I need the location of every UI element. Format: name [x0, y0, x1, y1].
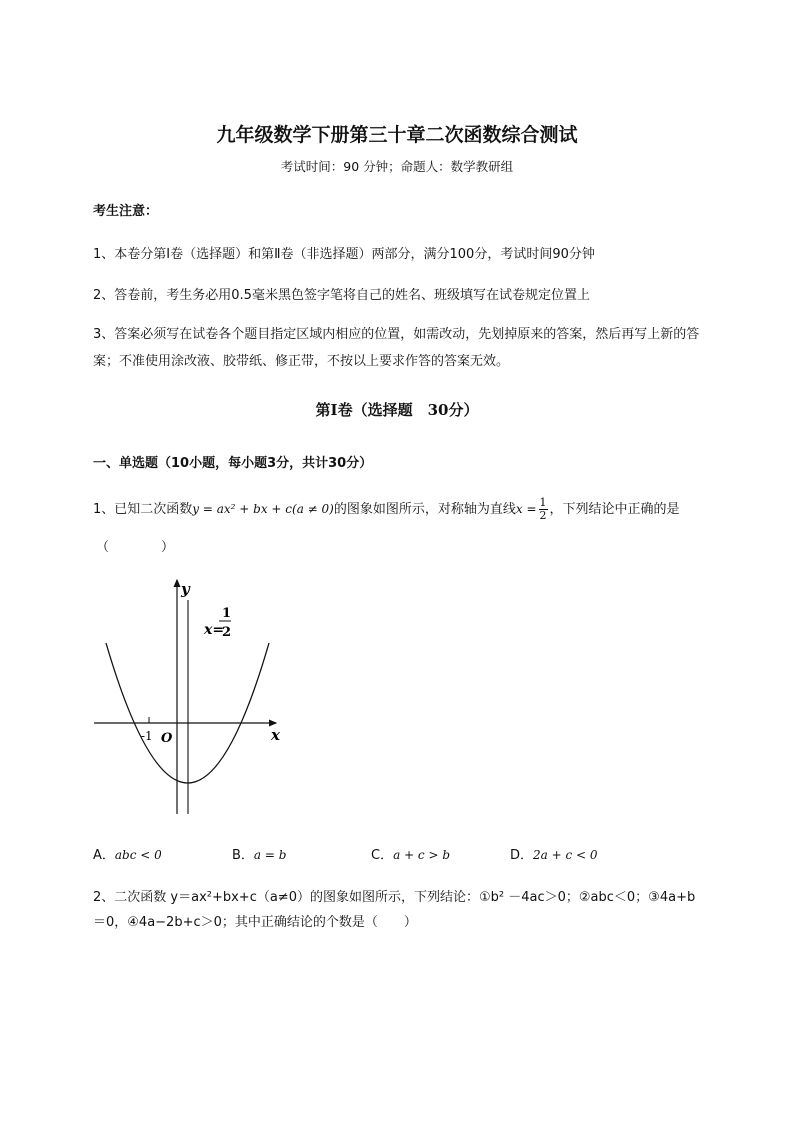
q1-option-a[interactable] [93, 844, 162, 863]
notice-item-1: 1、本卷分第Ⅰ卷（选择题）和第Ⅱ卷（非选择题）两部分，满分100分，考试时间90分钟 [93, 247, 595, 262]
axis-equation-denominator: 2 [222, 625, 232, 640]
q1-answer-blank: （ ） [96, 540, 175, 555]
notice-item-3: 3、答案必须写在试卷各个题目指定区域内相应的位置，如需改动，先划掉原来的答案，然后再写上新的答案；不准使用涂改液、胶带纸、修正带，不按以上要求作答的答案无效。 [93, 327, 700, 369]
q1-option-d[interactable] [510, 844, 598, 863]
option-text: a + c > b [393, 848, 451, 862]
q1-axis-var: x = [515, 502, 537, 516]
part-heading: 一、单选题（10小题，每小题3分，共计30分） [93, 456, 373, 471]
x-axis-label: x [271, 726, 280, 744]
q1-option-c[interactable] [371, 844, 450, 863]
option-letter: C． [371, 848, 394, 863]
tick-label-minus-one: -1 [141, 729, 153, 743]
page-title: 九年级数学下册第三十章二次函数综合测试 [216, 124, 578, 146]
q1-suffix: ，下列结论中正确的是 [549, 502, 680, 517]
notice-heading: 考生注意： [93, 204, 159, 219]
option-letter: B． [232, 848, 254, 863]
axis-equation-numerator: 1 [222, 606, 232, 621]
q1-option-b[interactable] [232, 844, 286, 863]
q1-formula: y = ax² + bx + c(a ≠ 0) [192, 502, 334, 516]
q1-prefix: 1、已知二次函数 [93, 502, 193, 517]
option-text: abc < 0 [114, 848, 162, 862]
axis-equation-var: x= [204, 622, 225, 638]
q1-parabola-graph [88, 570, 288, 822]
option-letter: A． [93, 848, 115, 863]
q1-frac-numerator: 1 [539, 496, 547, 509]
question-2-line-2: ＝0，④4a−2b+c＞0；其中正确结论的个数是（ ） [93, 915, 417, 930]
option-text: 2a + c < 0 [533, 848, 598, 862]
option-letter: D． [510, 848, 534, 863]
q1-frac-denominator: 2 [539, 509, 547, 522]
exam-info: 考试时间：90 分钟；命题人：数学教研组 [280, 159, 514, 174]
q1-middle: 的图象如图所示，对称轴为直线 [333, 502, 516, 517]
section-title: 第Ⅰ卷（选择题 30分） [315, 401, 479, 419]
question-1-stem [93, 497, 680, 522]
origin-label: O [161, 731, 173, 746]
y-axis-label: y [181, 580, 190, 598]
option-text: a = b [253, 848, 287, 862]
q1-axis-fraction [539, 497, 548, 522]
question-2-line-1: 2、二次函数 y＝ax²+bx+c（a≠0）的图象如图所示，下列结论：①b² －4ac＞0；②abc＜0；③4a+b [93, 890, 696, 905]
notice-item-2: 2、答卷前，考生务必用0.5毫米黑色签字笔将自己的姓名、班级填写在试卷规定位置上 [93, 288, 590, 303]
